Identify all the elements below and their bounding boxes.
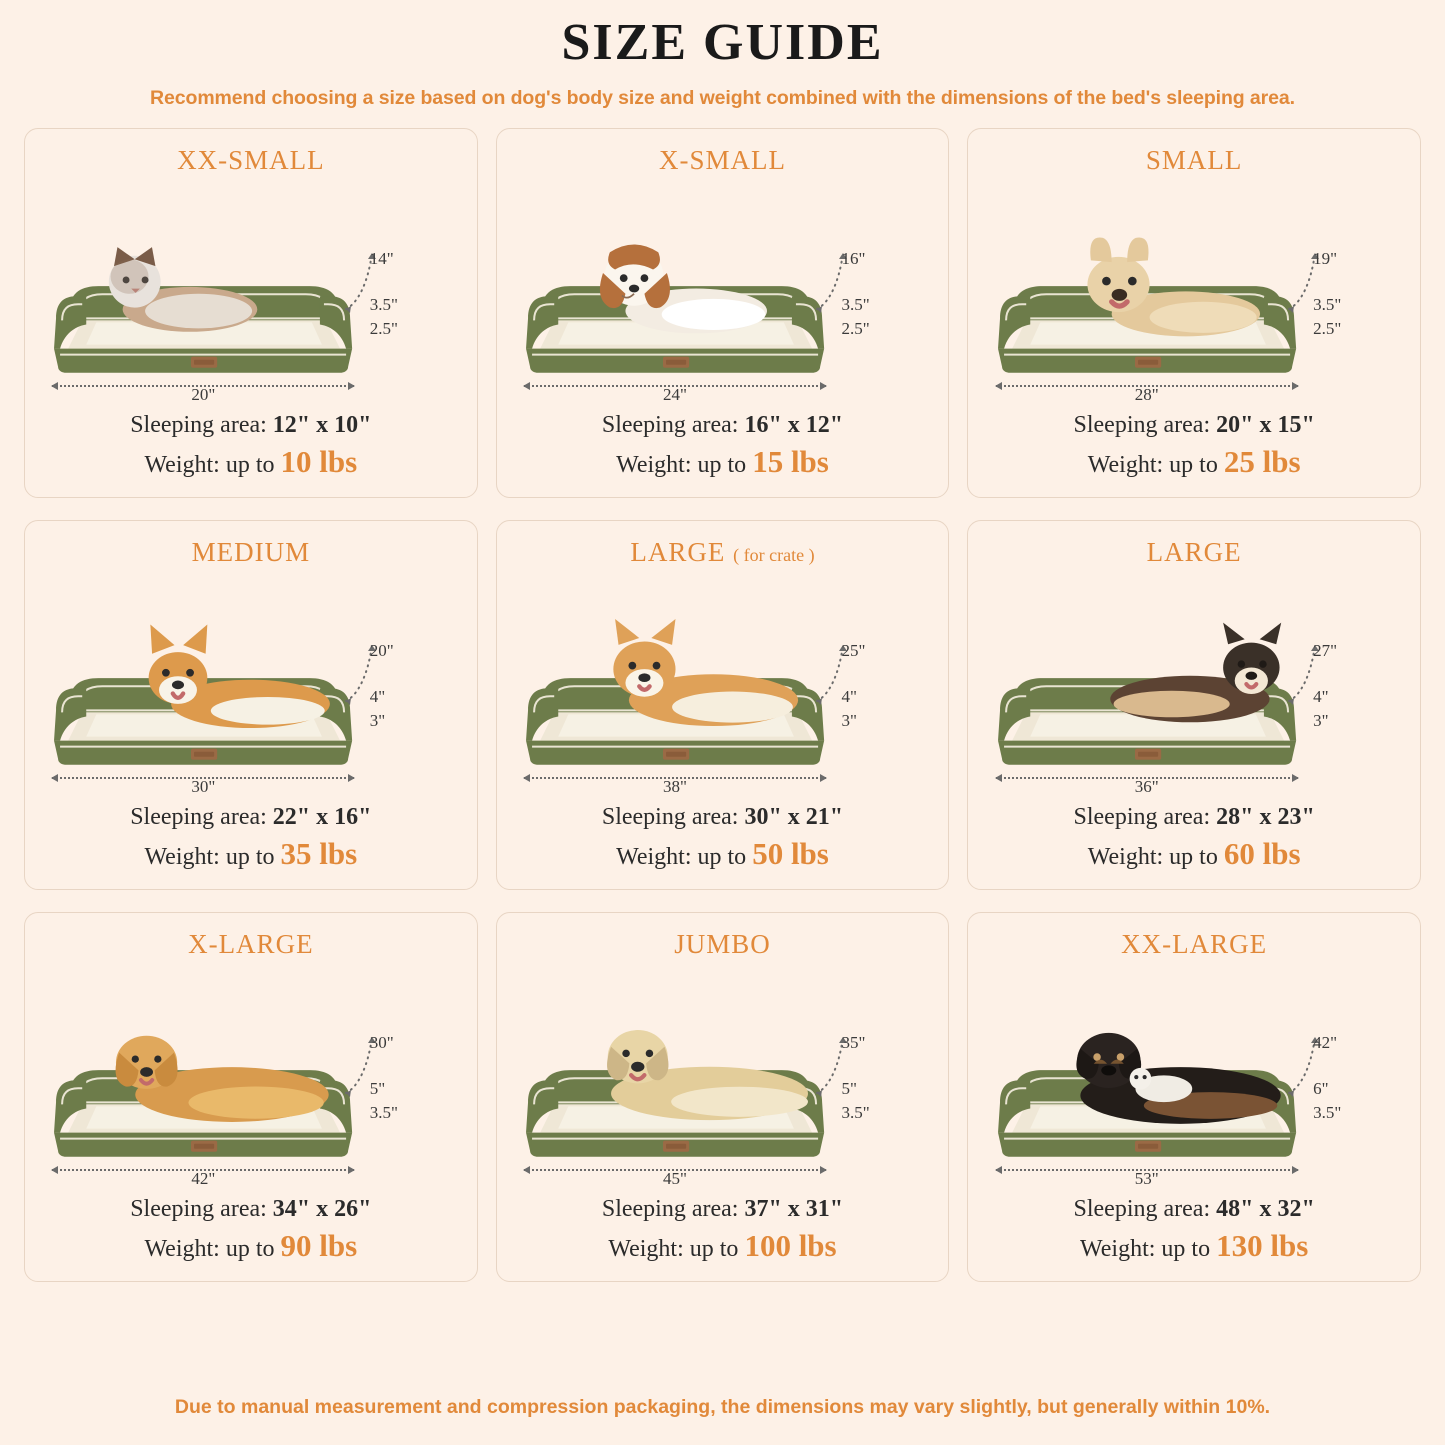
weight-upto: up to <box>1169 452 1218 479</box>
sleeping-area-label: Sleeping area: <box>601 1195 739 1222</box>
dimension-mid: 5" <box>369 1078 386 1098</box>
sleeping-area-value: 30" x 21" <box>744 803 844 830</box>
weight-upto: up to <box>225 1236 275 1263</box>
sleeping-area-value: 28" x 23" <box>1216 803 1315 830</box>
dimension-base: 2.5" <box>369 318 398 338</box>
dimension-mid: 5" <box>841 1078 857 1098</box>
page-title: SIZE GUIDE <box>561 14 884 71</box>
sleeping-area-row <box>507 1193 939 1225</box>
weight-upto: up to <box>225 844 275 871</box>
sleeping-area-label: Sleeping area: <box>601 411 739 438</box>
weight-label: Weight: <box>1087 844 1164 871</box>
size-card-x-large <box>24 912 478 1282</box>
dimension-base: 3" <box>1313 710 1329 730</box>
weight-upto: up to <box>225 452 275 479</box>
weight-label: Weight: <box>616 844 692 871</box>
size-card-x-small <box>496 128 950 498</box>
bed-dimensions <box>1287 243 1408 363</box>
size-card-specs <box>35 801 467 875</box>
dimension-width: 45" <box>663 1168 687 1188</box>
sleeping-area-value: 12" x 10" <box>272 411 372 438</box>
sleeping-area-label: Sleeping area: <box>1073 803 1211 830</box>
size-card-specs <box>507 801 939 875</box>
dimension-mid: 3.5" <box>369 294 398 314</box>
dimension-base: 3.5" <box>1313 1102 1342 1122</box>
sleeping-area-row <box>35 409 467 441</box>
bed-figure <box>978 570 1410 801</box>
sleeping-area-value: 22" x 16" <box>272 803 372 830</box>
sleeping-area-label: Sleeping area: <box>601 803 739 830</box>
bed-dimensions <box>344 243 465 363</box>
size-card-title <box>978 145 1410 176</box>
dog-illustration-border-collie <box>1082 621 1298 729</box>
bed-figure <box>35 178 467 409</box>
size-card-title <box>507 929 939 960</box>
weight-row <box>35 1225 467 1267</box>
bed-figure <box>978 178 1410 409</box>
dimension-base: 3" <box>841 710 857 730</box>
size-card-specs <box>978 1193 1410 1267</box>
weight-label: Weight: <box>608 1236 684 1263</box>
bed-figure <box>507 962 939 1193</box>
bed-figure <box>35 570 467 801</box>
weight-row <box>507 441 939 483</box>
weight-label: Weight: <box>144 1236 220 1263</box>
dimension-base: 2.5" <box>1313 318 1342 338</box>
bed-dimensions <box>344 635 465 755</box>
size-card-title-text: XX-LARGE <box>1121 929 1268 960</box>
sleeping-area-value: 48" x 32" <box>1216 1195 1315 1222</box>
weight-label: Weight: <box>144 452 220 479</box>
dimension-base: 3.5" <box>841 1102 870 1122</box>
sleeping-area-label: Sleeping area: <box>130 1195 267 1222</box>
sleeping-area-row <box>978 801 1410 833</box>
dimension-mid: 3.5" <box>841 294 870 314</box>
dog-illustration-french-bulldog <box>1065 231 1264 343</box>
dimension-width: 30" <box>191 776 216 796</box>
sleeping-area-label: Sleeping area: <box>130 803 267 830</box>
bed-dimensions <box>815 635 936 755</box>
sleeping-area-row <box>507 409 939 441</box>
dimension-width: 53" <box>1134 1168 1159 1188</box>
size-card-title-text: MEDIUM <box>191 537 311 568</box>
page-subtitle: Recommend choosing a size based on dog's body size and weight combined with the dimensions of the bed's sleeping area. <box>150 87 1295 110</box>
weight-value: 60 lbs <box>1223 836 1301 872</box>
size-card-title-text: LARGE <box>630 537 726 568</box>
size-card-medium <box>24 520 478 890</box>
size-card-title-text: X-LARGE <box>188 929 314 960</box>
dimension-height: 14" <box>369 248 394 268</box>
size-card-title <box>35 537 467 568</box>
dimension-width: 42" <box>191 1168 216 1188</box>
dimension-height: 16" <box>841 248 866 268</box>
dimension-mid: 4" <box>1313 686 1329 706</box>
size-card-title <box>978 929 1410 960</box>
weight-row <box>978 833 1410 875</box>
size-card-grid <box>24 128 1421 1282</box>
dimension-mid: 6" <box>1313 1078 1329 1098</box>
dog-illustration-golden-retriever <box>95 1014 337 1127</box>
dimension-base: 2.5" <box>841 318 870 338</box>
size-card-large <box>496 520 950 890</box>
dimension-width: 24" <box>663 384 687 404</box>
weight-row <box>35 833 467 875</box>
size-card-title <box>507 145 939 176</box>
sleeping-area-label: Sleeping area: <box>130 411 267 438</box>
dimension-mid: 4" <box>841 686 857 706</box>
dimension-base: 3" <box>369 710 386 730</box>
weight-upto: up to <box>697 844 747 871</box>
dimension-height: 42" <box>1313 1032 1338 1052</box>
dimension-base: 3.5" <box>369 1102 398 1122</box>
weight-upto: up to <box>697 452 747 479</box>
weight-row <box>978 1225 1410 1267</box>
dimension-width: 38" <box>663 776 687 796</box>
weight-label: Weight: <box>616 452 692 479</box>
weight-value: 35 lbs <box>280 836 358 872</box>
dimension-height: 30" <box>369 1032 394 1052</box>
size-card-xx-small <box>24 128 478 498</box>
sleeping-area-row <box>978 1193 1410 1225</box>
size-card-specs <box>978 409 1410 483</box>
size-card-large <box>967 520 1421 890</box>
footer-note: Due to manual measurement and compression packaging, the dimensions may vary slightly, but generally within 10%. <box>174 1396 1271 1418</box>
size-card-title <box>507 537 939 568</box>
size-card-title-text: JUMBO <box>674 929 771 960</box>
size-card-small <box>967 128 1421 498</box>
weight-upto: up to <box>1161 1236 1211 1263</box>
bed-dimensions <box>815 243 936 363</box>
size-card-specs <box>978 801 1410 875</box>
bed-dimensions <box>1287 1027 1408 1147</box>
weight-label: Weight: <box>144 844 220 871</box>
weight-value: 100 lbs <box>744 1228 837 1264</box>
bed-figure <box>35 962 467 1193</box>
dimension-height: 27" <box>1313 640 1338 660</box>
bed-dimensions <box>815 1027 936 1147</box>
weight-value: 130 lbs <box>1216 1228 1309 1264</box>
sleeping-area-value: 37" x 31" <box>744 1195 844 1222</box>
sleeping-area-value: 34" x 26" <box>272 1195 372 1222</box>
size-card-specs <box>35 1193 467 1267</box>
size-card-title <box>35 929 467 960</box>
dimension-width: 20" <box>191 384 216 404</box>
size-card-specs <box>35 409 467 483</box>
bed-dimensions <box>1287 635 1408 755</box>
dog-illustration-rottweiler <box>1047 1012 1297 1129</box>
bed-dimensions <box>344 1027 465 1147</box>
bed-figure <box>507 178 939 409</box>
sleeping-area-row <box>978 409 1410 441</box>
dimension-height: 19" <box>1313 248 1338 268</box>
size-card-title-note: ( for crate ) <box>733 545 815 566</box>
bed-figure <box>507 570 939 801</box>
weight-label: Weight: <box>1087 452 1164 479</box>
dog-illustration-labrador <box>576 1010 826 1127</box>
dimension-height: 35" <box>841 1032 866 1052</box>
weight-upto: up to <box>1169 844 1218 871</box>
dimension-mid: 4" <box>369 686 386 706</box>
size-card-title-text: SMALL <box>1145 145 1243 176</box>
weight-value: 25 lbs <box>1223 444 1301 480</box>
dog-illustration-cat <box>95 242 268 337</box>
sleeping-area-label: Sleeping area: <box>1073 1195 1211 1222</box>
weight-value: 10 lbs <box>280 444 358 480</box>
sleeping-area-row <box>507 801 939 833</box>
weight-value: 15 lbs <box>752 444 829 480</box>
weight-row <box>507 1225 939 1267</box>
weight-upto: up to <box>689 1236 739 1263</box>
size-card-specs <box>507 409 939 483</box>
size-card-jumbo <box>496 912 950 1282</box>
sleeping-area-row <box>35 801 467 833</box>
size-card-title <box>35 145 467 176</box>
dimension-height: 20" <box>369 640 394 660</box>
weight-label: Weight: <box>1080 1236 1156 1263</box>
weight-row <box>35 441 467 483</box>
weight-value: 90 lbs <box>280 1228 358 1264</box>
size-card-title-text: LARGE <box>1146 537 1242 568</box>
dog-illustration-corgi <box>121 621 337 733</box>
dimension-height: 25" <box>841 640 866 660</box>
weight-value: 50 lbs <box>752 836 829 872</box>
sleeping-area-label: Sleeping area: <box>1073 411 1211 438</box>
dimension-width: 36" <box>1134 776 1159 796</box>
dimension-mid: 3.5" <box>1313 294 1342 314</box>
size-card-xx-large <box>967 912 1421 1282</box>
sleeping-area-value: 16" x 12" <box>744 411 844 438</box>
dog-illustration-shih-tzu <box>584 235 774 339</box>
sleeping-area-value: 20" x 15" <box>1216 411 1315 438</box>
weight-row <box>978 441 1410 483</box>
sleeping-area-row <box>35 1193 467 1225</box>
bed-figure <box>978 962 1410 1193</box>
size-card-title-text: X-SMALL <box>658 145 786 176</box>
size-card-specs <box>507 1193 939 1267</box>
dog-illustration-shiba-inu <box>584 619 808 731</box>
weight-row <box>507 833 939 875</box>
size-card-title-text: XX-SMALL <box>177 145 325 176</box>
dimension-width: 28" <box>1134 384 1159 404</box>
size-card-title <box>978 537 1410 568</box>
